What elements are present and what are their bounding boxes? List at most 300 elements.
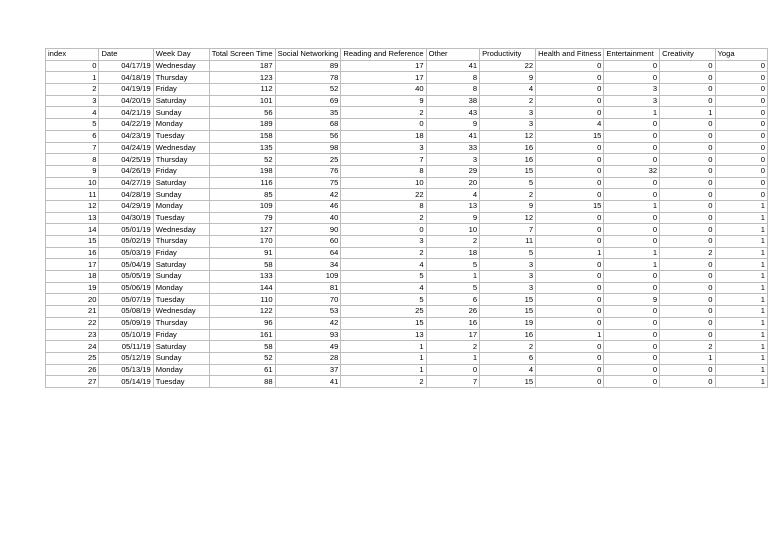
table-cell: 26 xyxy=(426,306,480,318)
table-cell: 2 xyxy=(426,341,480,353)
table-cell: Saturday xyxy=(153,95,209,107)
table-cell: 9 xyxy=(426,119,480,131)
table-cell: 04/30/19 xyxy=(99,212,153,224)
table-cell: 0 xyxy=(660,317,715,329)
table-cell: 0 xyxy=(604,60,660,72)
table-cell: Saturday xyxy=(153,177,209,189)
table-cell: 1 xyxy=(341,341,426,353)
table-cell: Monday xyxy=(153,282,209,294)
table-row xyxy=(46,72,768,84)
table-cell: Monday xyxy=(153,200,209,212)
table-cell: 64 xyxy=(275,247,341,259)
table-cell: 0 xyxy=(715,95,767,107)
table-cell: 16 xyxy=(426,317,480,329)
column-header: Week Day xyxy=(153,49,209,61)
table-cell: 144 xyxy=(209,282,275,294)
table-row xyxy=(46,376,768,388)
table-cell: 1 xyxy=(536,329,604,341)
table-cell: 0 xyxy=(604,119,660,131)
table-cell: 0 xyxy=(660,271,715,283)
table-cell: 24 xyxy=(46,341,99,353)
table-cell: 61 xyxy=(209,364,275,376)
table-cell: 0 xyxy=(660,130,715,142)
table-cell: 15 xyxy=(341,317,426,329)
table-cell: 2 xyxy=(46,84,99,96)
table-cell: Monday xyxy=(153,119,209,131)
table-row xyxy=(46,200,768,212)
table-cell: 0 xyxy=(715,60,767,72)
table-cell: 0 xyxy=(660,154,715,166)
table-cell: Wednesday xyxy=(153,224,209,236)
table-cell: 52 xyxy=(275,84,341,96)
table-cell: 3 xyxy=(604,95,660,107)
table-cell: Thursday xyxy=(153,236,209,248)
table-cell: 3 xyxy=(604,84,660,96)
table-cell: 0 xyxy=(536,177,604,189)
table-row xyxy=(46,341,768,353)
table-cell: 0 xyxy=(604,364,660,376)
table-cell: 1 xyxy=(715,329,767,341)
table-cell: 05/05/19 xyxy=(99,271,153,283)
table-cell: 19 xyxy=(480,317,536,329)
table-cell: 05/09/19 xyxy=(99,317,153,329)
table-cell: 05/03/19 xyxy=(99,247,153,259)
table-cell: 0 xyxy=(604,317,660,329)
table-cell: 5 xyxy=(426,259,480,271)
table-cell: 04/29/19 xyxy=(99,200,153,212)
table-cell: 0 xyxy=(660,306,715,318)
table-cell: 4 xyxy=(480,84,536,96)
table-cell: 3 xyxy=(341,142,426,154)
table-cell: 3 xyxy=(480,259,536,271)
table-cell: 76 xyxy=(275,165,341,177)
table-cell: 7 xyxy=(480,224,536,236)
table-cell: 9 xyxy=(341,95,426,107)
table-cell: 0 xyxy=(660,142,715,154)
table-cell: 9 xyxy=(604,294,660,306)
table-cell: 0 xyxy=(604,212,660,224)
table-cell: 05/08/19 xyxy=(99,306,153,318)
table-cell: 25 xyxy=(46,352,99,364)
table-cell: 0 xyxy=(536,364,604,376)
table-cell: 198 xyxy=(209,165,275,177)
table-cell: 20 xyxy=(46,294,99,306)
table-cell: Friday xyxy=(153,84,209,96)
table-cell: 41 xyxy=(426,60,480,72)
table-cell: 1 xyxy=(660,352,715,364)
table-cell: 2 xyxy=(660,341,715,353)
table-cell: 0 xyxy=(660,282,715,294)
table-cell: 89 xyxy=(275,60,341,72)
table-cell: 04/25/19 xyxy=(99,154,153,166)
table-cell: Wednesday xyxy=(153,60,209,72)
table-cell: 109 xyxy=(275,271,341,283)
table-cell: 0 xyxy=(660,60,715,72)
table-row xyxy=(46,60,768,72)
table-cell: 34 xyxy=(275,259,341,271)
column-header: index xyxy=(46,49,99,61)
table-cell: 0 xyxy=(604,142,660,154)
table-cell: 1 xyxy=(715,376,767,388)
table-cell: 12 xyxy=(46,200,99,212)
table-cell: 0 xyxy=(604,177,660,189)
table-cell: 17 xyxy=(426,329,480,341)
table-cell: 2 xyxy=(480,95,536,107)
table-cell: 1 xyxy=(715,200,767,212)
table-cell: 0 xyxy=(536,317,604,329)
table-cell: 0 xyxy=(536,341,604,353)
table-cell: 1 xyxy=(604,259,660,271)
table-cell: Saturday xyxy=(153,341,209,353)
table-cell: 1 xyxy=(715,212,767,224)
table-cell: 04/18/19 xyxy=(99,72,153,84)
table-cell: 1 xyxy=(604,107,660,119)
table-cell: 16 xyxy=(46,247,99,259)
table-cell: 15 xyxy=(480,165,536,177)
table-cell: 10 xyxy=(46,177,99,189)
table-cell: 18 xyxy=(341,130,426,142)
table-cell: 0 xyxy=(536,72,604,84)
table-cell: 101 xyxy=(209,95,275,107)
table-cell: 0 xyxy=(536,154,604,166)
table-cell: 4 xyxy=(480,364,536,376)
table-cell: 7 xyxy=(341,154,426,166)
table-cell: Saturday xyxy=(153,259,209,271)
column-header: Entertainment xyxy=(604,49,660,61)
table-cell: 13 xyxy=(426,200,480,212)
table-cell: 0 xyxy=(660,376,715,388)
table-cell: 0 xyxy=(536,271,604,283)
table-cell: 1 xyxy=(715,352,767,364)
table-cell: 0 xyxy=(536,142,604,154)
table-cell: 0 xyxy=(536,352,604,364)
table-cell: Sunday xyxy=(153,107,209,119)
table-cell: 0 xyxy=(341,119,426,131)
table-cell: 1 xyxy=(715,317,767,329)
table-cell: 0 xyxy=(715,142,767,154)
table-cell: 0 xyxy=(536,212,604,224)
table-cell: 1 xyxy=(341,352,426,364)
table-cell: 58 xyxy=(209,341,275,353)
table-cell: 05/12/19 xyxy=(99,352,153,364)
table-cell: 17 xyxy=(341,72,426,84)
table-cell: 13 xyxy=(341,329,426,341)
table-cell: 16 xyxy=(480,142,536,154)
table-cell: 22 xyxy=(46,317,99,329)
table-cell: 90 xyxy=(275,224,341,236)
table-row xyxy=(46,224,768,236)
table-row xyxy=(46,271,768,283)
table-cell: 52 xyxy=(209,352,275,364)
table-cell: 2 xyxy=(341,247,426,259)
table-cell: 15 xyxy=(46,236,99,248)
table-cell: 52 xyxy=(209,154,275,166)
table-cell: Tuesday xyxy=(153,376,209,388)
table-cell: 42 xyxy=(275,317,341,329)
column-header: Date xyxy=(99,49,153,61)
table-cell: 10 xyxy=(426,224,480,236)
table-cell: 41 xyxy=(275,376,341,388)
table-cell: 05/13/19 xyxy=(99,364,153,376)
column-header: Productivity xyxy=(480,49,536,61)
table-cell: 187 xyxy=(209,60,275,72)
table-cell: 88 xyxy=(209,376,275,388)
table-row xyxy=(46,364,768,376)
table-cell: 110 xyxy=(209,294,275,306)
table-cell: 85 xyxy=(209,189,275,201)
table-cell: 8 xyxy=(341,165,426,177)
table-cell: Thursday xyxy=(153,154,209,166)
table-cell: 1 xyxy=(715,294,767,306)
table-cell: 1 xyxy=(715,271,767,283)
table-cell: 04/22/19 xyxy=(99,119,153,131)
table-cell: 4 xyxy=(536,119,604,131)
table-cell: 16 xyxy=(480,329,536,341)
table-cell: 1 xyxy=(46,72,99,84)
table-cell: Sunday xyxy=(153,352,209,364)
table-cell: 0 xyxy=(715,165,767,177)
table-cell: 189 xyxy=(209,119,275,131)
table-row xyxy=(46,177,768,189)
table-cell: 10 xyxy=(341,177,426,189)
table-cell: 4 xyxy=(426,189,480,201)
table-cell: 12 xyxy=(480,212,536,224)
table-cell: 1 xyxy=(604,247,660,259)
table-cell: 127 xyxy=(209,224,275,236)
table-cell: 116 xyxy=(209,177,275,189)
table-cell: 91 xyxy=(209,247,275,259)
table-cell: 0 xyxy=(604,306,660,318)
table-cell: 0 xyxy=(46,60,99,72)
table-cell: 20 xyxy=(426,177,480,189)
table-cell: 1 xyxy=(426,352,480,364)
table-cell: 0 xyxy=(660,200,715,212)
column-header: Other xyxy=(426,49,480,61)
column-header: Yoga xyxy=(715,49,767,61)
table-cell: 0 xyxy=(660,95,715,107)
table-cell: 9 xyxy=(426,212,480,224)
table-cell: 1 xyxy=(426,271,480,283)
table-cell: 1 xyxy=(604,200,660,212)
table-row xyxy=(46,247,768,259)
table-cell: 158 xyxy=(209,130,275,142)
table-cell: 3 xyxy=(480,119,536,131)
column-header: Social Networking xyxy=(275,49,341,61)
table-cell: 56 xyxy=(209,107,275,119)
table-cell: 05/14/19 xyxy=(99,376,153,388)
table-cell: 0 xyxy=(536,165,604,177)
table-row xyxy=(46,212,768,224)
table-cell: 0 xyxy=(604,282,660,294)
table-cell: 0 xyxy=(660,84,715,96)
table-cell: Thursday xyxy=(153,317,209,329)
table-cell: 98 xyxy=(275,142,341,154)
table-cell: 38 xyxy=(426,95,480,107)
table-cell: 133 xyxy=(209,271,275,283)
table-cell: Friday xyxy=(153,329,209,341)
column-header: Reading and Reference xyxy=(341,49,426,61)
table-cell: 123 xyxy=(209,72,275,84)
table-cell: 0 xyxy=(536,259,604,271)
table-cell: 0 xyxy=(536,224,604,236)
table-cell: 05/06/19 xyxy=(99,282,153,294)
table-cell: 0 xyxy=(660,165,715,177)
table-cell: 43 xyxy=(426,107,480,119)
table-cell: 1 xyxy=(715,259,767,271)
table-cell: 78 xyxy=(275,72,341,84)
table-row xyxy=(46,107,768,119)
table-cell: 53 xyxy=(275,306,341,318)
table-cell: 9 xyxy=(480,72,536,84)
table-cell: 0 xyxy=(536,189,604,201)
table-cell: 0 xyxy=(604,329,660,341)
table-cell: 6 xyxy=(426,294,480,306)
table-row xyxy=(46,352,768,364)
table-cell: 0 xyxy=(536,84,604,96)
table-cell: 04/19/19 xyxy=(99,84,153,96)
table-cell: Tuesday xyxy=(153,294,209,306)
table-cell: 0 xyxy=(536,376,604,388)
table-cell: 04/26/19 xyxy=(99,165,153,177)
table-cell: 75 xyxy=(275,177,341,189)
table-cell: 46 xyxy=(275,200,341,212)
table-cell: 70 xyxy=(275,294,341,306)
table-cell: 27 xyxy=(46,376,99,388)
table-cell: 0 xyxy=(715,177,767,189)
table-cell: 13 xyxy=(46,212,99,224)
table-cell: 0 xyxy=(715,72,767,84)
table-cell: 5 xyxy=(46,119,99,131)
table-cell: 19 xyxy=(46,282,99,294)
table-cell: 6 xyxy=(46,130,99,142)
table-cell: 8 xyxy=(341,200,426,212)
table-cell: 58 xyxy=(209,259,275,271)
table-cell: 8 xyxy=(426,84,480,96)
table-cell: 41 xyxy=(426,130,480,142)
table-row xyxy=(46,236,768,248)
table-row xyxy=(46,282,768,294)
column-header: Total Screen Time xyxy=(209,49,275,61)
table-cell: 32 xyxy=(604,165,660,177)
table-cell: 7 xyxy=(46,142,99,154)
table-cell: 29 xyxy=(426,165,480,177)
table-cell: 1 xyxy=(715,306,767,318)
table-cell: 0 xyxy=(604,72,660,84)
table-cell: 96 xyxy=(209,317,275,329)
table-cell: 33 xyxy=(426,142,480,154)
table-cell: 0 xyxy=(715,189,767,201)
table-cell: 05/10/19 xyxy=(99,329,153,341)
table-cell: 3 xyxy=(341,236,426,248)
table-cell: 15 xyxy=(536,200,604,212)
table-cell: Tuesday xyxy=(153,212,209,224)
table-cell: 0 xyxy=(660,189,715,201)
table-row xyxy=(46,306,768,318)
table-cell: Friday xyxy=(153,165,209,177)
spreadsheet-table xyxy=(45,48,768,388)
table-cell: 2 xyxy=(341,376,426,388)
table-cell: 68 xyxy=(275,119,341,131)
table-cell: 15 xyxy=(480,376,536,388)
table-cell: 04/28/19 xyxy=(99,189,153,201)
table-cell: 37 xyxy=(275,364,341,376)
table-cell: 25 xyxy=(341,306,426,318)
table-cell: 49 xyxy=(275,341,341,353)
table-cell: Sunday xyxy=(153,189,209,201)
table-cell: 0 xyxy=(604,154,660,166)
table-cell: 22 xyxy=(341,189,426,201)
table-cell: Tuesday xyxy=(153,130,209,142)
table-cell: 0 xyxy=(536,294,604,306)
table-cell: 135 xyxy=(209,142,275,154)
table-cell: 3 xyxy=(480,271,536,283)
table-cell: 26 xyxy=(46,364,99,376)
header-row xyxy=(46,49,768,61)
table-cell: 56 xyxy=(275,130,341,142)
table-cell: 0 xyxy=(604,376,660,388)
table-cell: 93 xyxy=(275,329,341,341)
table-row xyxy=(46,142,768,154)
table-cell: 5 xyxy=(341,271,426,283)
table-cell: 05/01/19 xyxy=(99,224,153,236)
table-cell: 3 xyxy=(480,282,536,294)
table-cell: 0 xyxy=(604,224,660,236)
table-cell: 0 xyxy=(660,224,715,236)
table-cell: 0 xyxy=(536,95,604,107)
table-cell: 0 xyxy=(660,364,715,376)
column-header: Creativity xyxy=(660,49,715,61)
table-cell: 04/27/19 xyxy=(99,177,153,189)
table-cell: 15 xyxy=(536,130,604,142)
table-cell: Sunday xyxy=(153,271,209,283)
table-cell: 1 xyxy=(715,282,767,294)
table-row xyxy=(46,95,768,107)
table-cell: 21 xyxy=(46,306,99,318)
table-cell: 7 xyxy=(426,376,480,388)
table-cell: 40 xyxy=(275,212,341,224)
table-cell: 112 xyxy=(209,84,275,96)
table-cell: 17 xyxy=(46,259,99,271)
table-cell: 60 xyxy=(275,236,341,248)
table-cell: 0 xyxy=(604,271,660,283)
table-cell: 05/04/19 xyxy=(99,259,153,271)
table-cell: 0 xyxy=(426,364,480,376)
table-cell: 0 xyxy=(715,154,767,166)
table-cell: 0 xyxy=(660,177,715,189)
table-cell: 04/24/19 xyxy=(99,142,153,154)
table-cell: 0 xyxy=(536,306,604,318)
table-cell: 04/20/19 xyxy=(99,95,153,107)
table-cell: 8 xyxy=(46,154,99,166)
table-cell: 2 xyxy=(480,189,536,201)
table-cell: 0 xyxy=(604,236,660,248)
table-row xyxy=(46,317,768,329)
table-cell: Thursday xyxy=(153,72,209,84)
table-cell: 25 xyxy=(275,154,341,166)
table-cell: 4 xyxy=(46,107,99,119)
table-cell: 81 xyxy=(275,282,341,294)
table-cell: 15 xyxy=(480,294,536,306)
table-cell: 0 xyxy=(715,130,767,142)
table-cell: 69 xyxy=(275,95,341,107)
table-cell: 5 xyxy=(426,282,480,294)
table-cell: 11 xyxy=(46,189,99,201)
table-cell: 23 xyxy=(46,329,99,341)
table-cell: 6 xyxy=(480,352,536,364)
table-cell: 2 xyxy=(341,212,426,224)
table-cell: 5 xyxy=(480,177,536,189)
table-cell: 1 xyxy=(715,247,767,259)
